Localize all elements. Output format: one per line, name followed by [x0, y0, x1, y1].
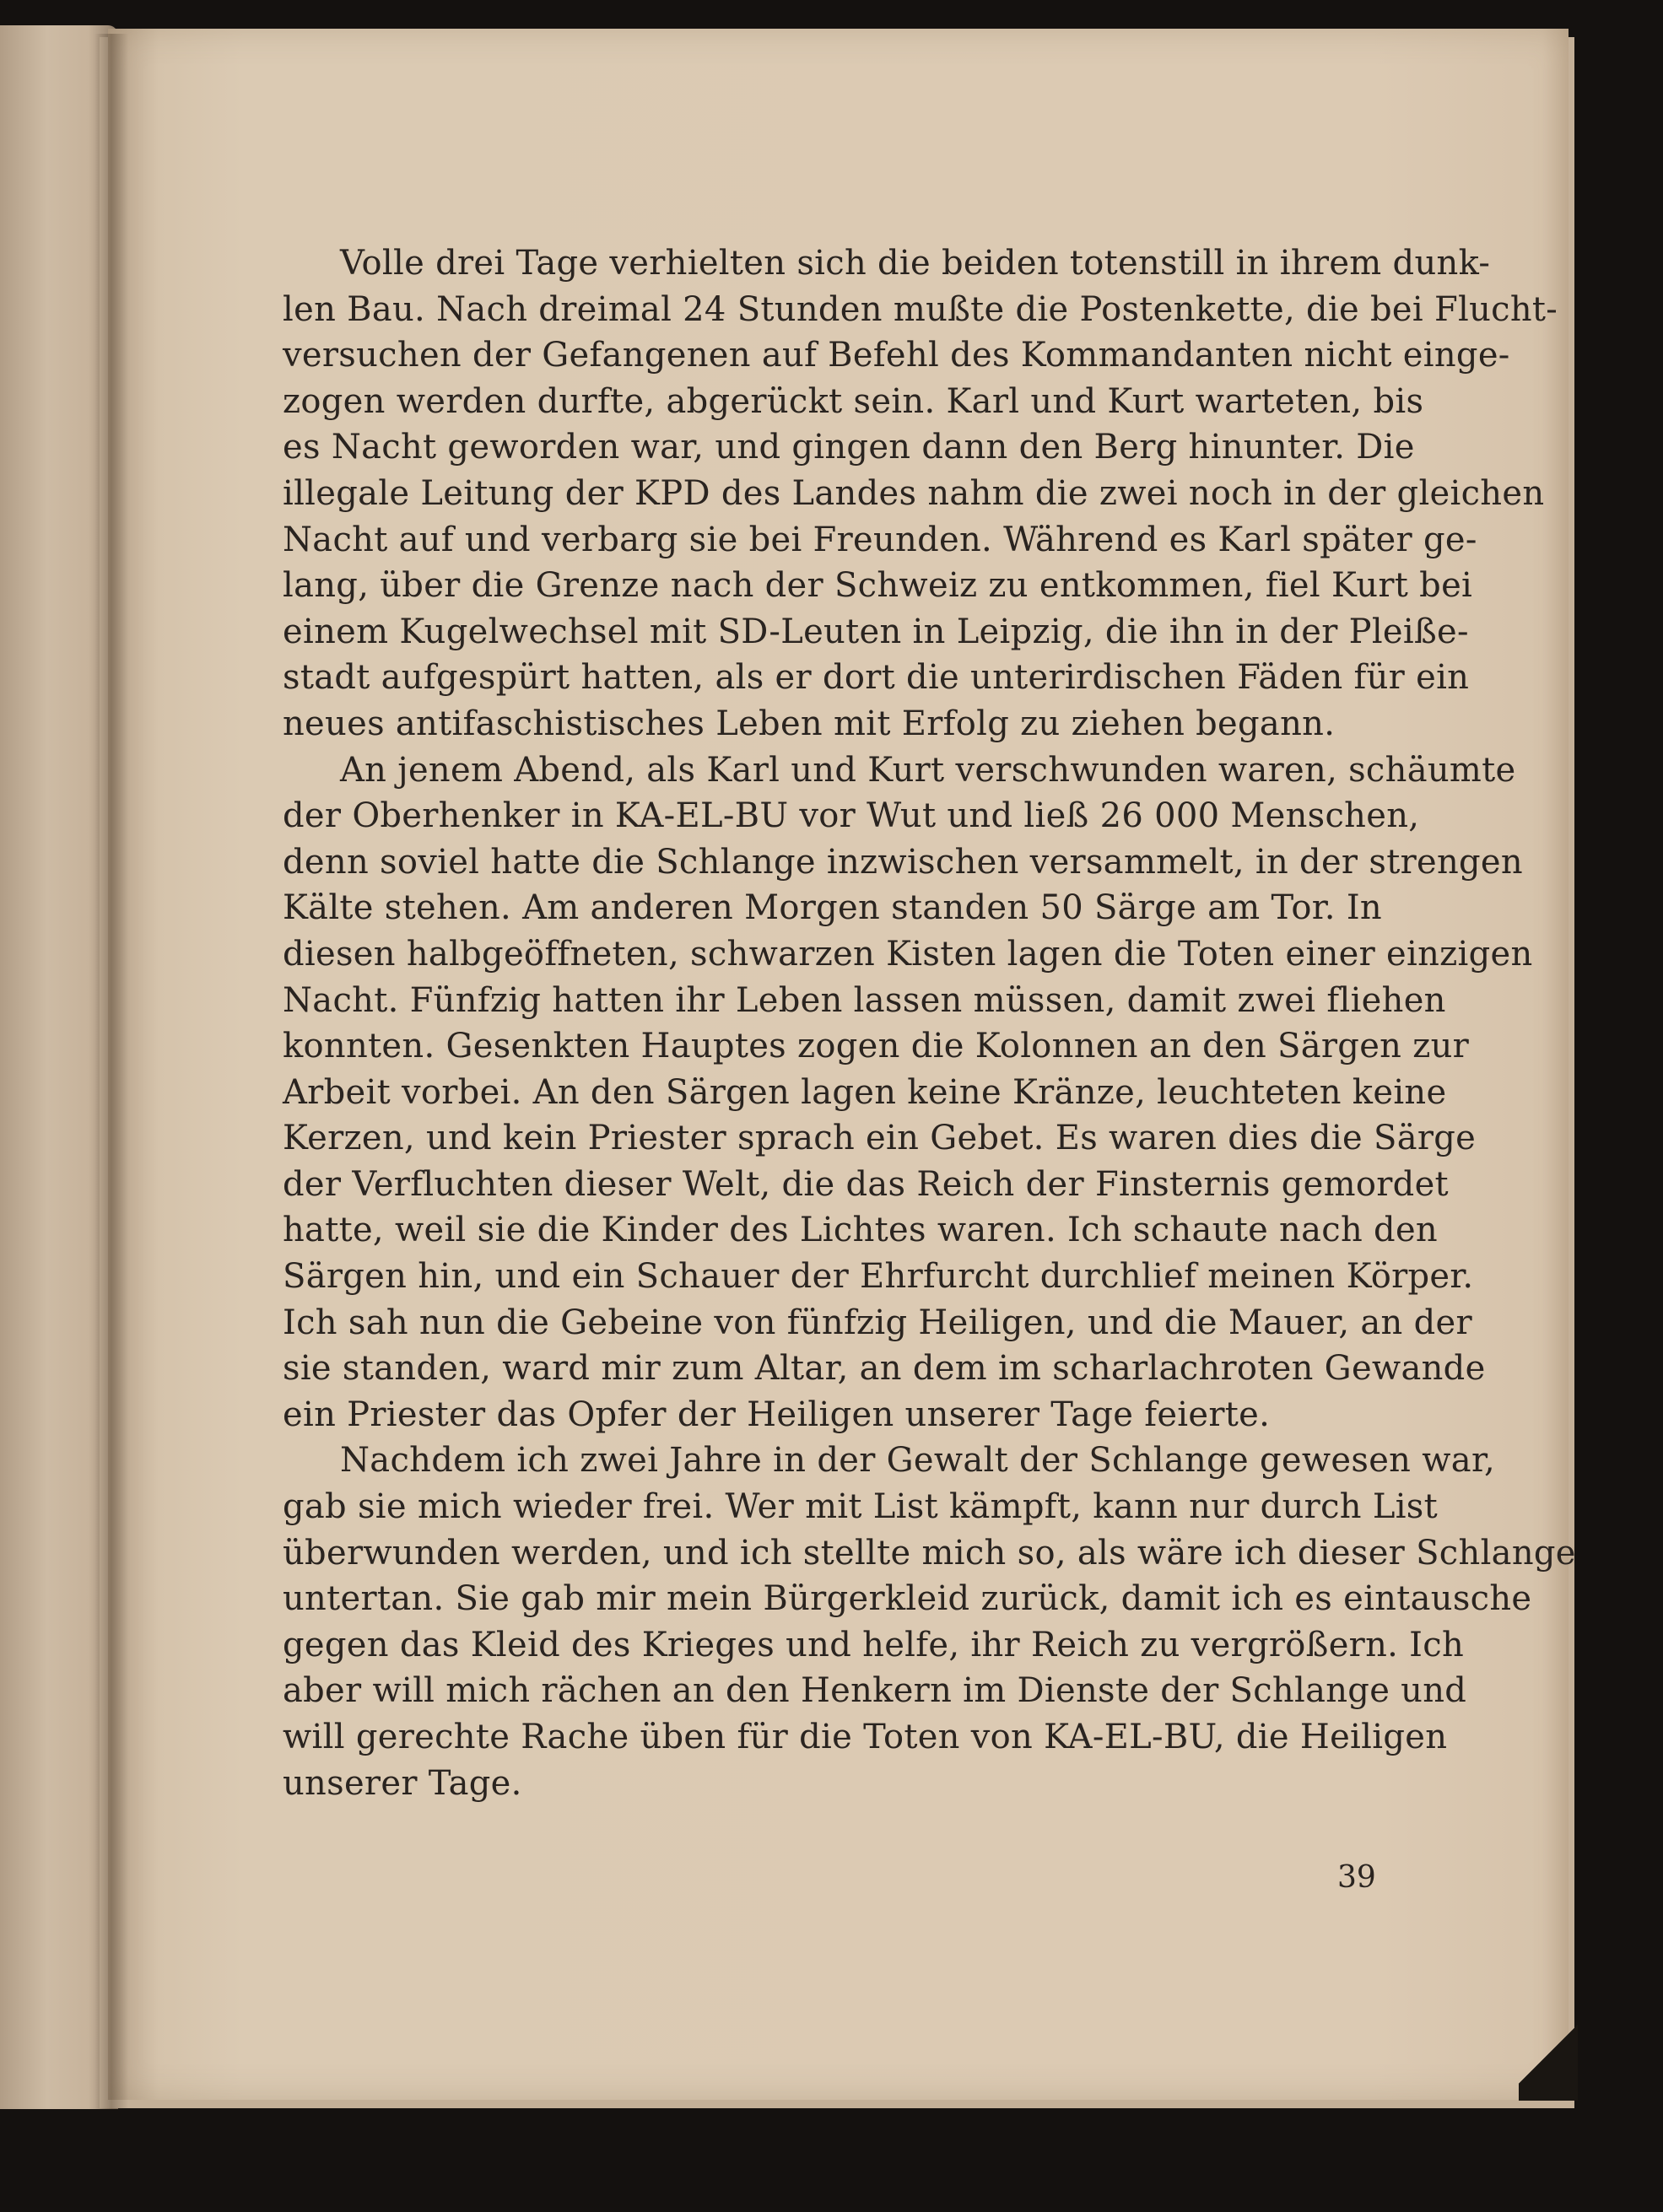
- text-line: len Bau. Nach dreimal 24 Stunden mußte die Postenkette, die bei Flucht-: [283, 289, 1558, 329]
- text-line: versuchen der Gefangenen auf Befehl des Kommandanten nicht einge-: [283, 336, 1510, 375]
- body-text: [283, 240, 1576, 1806]
- text-line: Arbeit vorbei. An den Särgen lagen keine Kränze, leuchteten keine: [283, 1072, 1447, 1112]
- text-line: sie standen, ward mir zum Altar, an dem im scharlachroten Gewande: [283, 1349, 1486, 1389]
- text-line: gab sie mich wieder frei. Wer mit List kämpft, kann nur durch List: [283, 1487, 1438, 1527]
- text-line: hatte, weil sie die Kinder des Lichtes waren. Ich schaute nach den: [283, 1211, 1438, 1250]
- text-line: Kerzen, und kein Priester sprach ein Gebet. Es waren dies die Särge: [283, 1119, 1477, 1158]
- text-line: stadt aufgespürt hatten, als er dort die unterirdischen Fäden für ein: [283, 658, 1470, 698]
- page-corner: [1519, 2008, 1578, 2101]
- text-line: Volle drei Tage verhielten sich die beiden totenstill in ihrem dunk-: [340, 244, 1491, 283]
- text-line: Nacht auf und verbarg sie bei Freunden. Während es Karl später ge-: [283, 520, 1477, 559]
- text-line: untertan. Sie gab mir mein Bürgerkleid zurück, damit ich es eintausche: [283, 1579, 1532, 1619]
- text-line: unserer Tage.: [283, 1763, 522, 1803]
- text-line: überwunden werden, und ich stellte mich so, als wäre ich dieser Schlange: [283, 1533, 1576, 1573]
- text-line: der Oberhenker in KA-EL-BU vor Wut und ließ 26 000 Menschen,: [283, 796, 1420, 836]
- text-line: lang, über die Grenze nach der Schweiz zu entkommen, fiel Kurt bei: [283, 566, 1473, 606]
- text-line: denn soviel hatte die Schlange inzwischen versammelt, in der strengen: [283, 842, 1523, 882]
- text-line: Nacht. Fünfzig hatten ihr Leben lassen müssen, damit zwei fliehen: [283, 980, 1446, 1020]
- text-line: gegen das Kleid des Krieges und helfe, ihr Reich zu vergrößern. Ich: [283, 1625, 1465, 1664]
- text-line: einem Kugelwechsel mit SD-Leuten in Leipzig, die ihn in der Pleiße-: [283, 612, 1469, 651]
- text-line: konnten. Gesenkten Hauptes zogen die Kolonnen an den Särgen zur: [283, 1027, 1470, 1066]
- text-line: Kälte stehen. Am anderen Morgen standen 50 Särge am Tor. In: [283, 888, 1382, 928]
- text-line: neues antifaschistisches Leben mit Erfolg zu ziehen begann.: [283, 704, 1336, 743]
- text-line: Ich sah nun die Gebeine von fünfzig Heiligen, und die Mauer, an der: [283, 1303, 1472, 1342]
- text-line: Särgen hin, und ein Schauer der Ehrfurcht durchlief meinen Körper.: [283, 1257, 1474, 1297]
- text-line: diesen halbgeöffneten, schwarzen Kisten lagen die Toten einer einzigen: [283, 934, 1533, 974]
- page-number: 39: [1337, 1860, 1376, 1895]
- text-line: es Nacht geworden war, und gingen dann den Berg hinunter. Die: [283, 428, 1415, 467]
- text-line: An jenem Abend, als Karl und Kurt verschwunden waren, schäumte: [340, 750, 1516, 790]
- text-line: ein Priester das Opfer der Heiligen unserer Tage feierte.: [283, 1395, 1271, 1434]
- text-line: der Verfluchten dieser Welt, die das Reich der Finsternis gemordet: [283, 1164, 1449, 1204]
- text-line: will gerechte Rache üben für die Toten von KA-EL-BU, die Heiligen: [283, 1718, 1448, 1756]
- text-line: Nachdem ich zwei Jahre in der Gewalt der Schlange gewesen war,: [340, 1441, 1495, 1481]
- text-line: aber will mich rächen an den Henkern im Dienste der Schlange und: [283, 1671, 1467, 1711]
- text-line: illegale Leitung der KPD des Landes nahm die zwei noch in der gleichen: [283, 473, 1545, 513]
- text-line: zogen werden durfte, abgerückt sein. Karl und Kurt warteten, bis: [283, 381, 1424, 421]
- gutter-shadow: [94, 34, 128, 2109]
